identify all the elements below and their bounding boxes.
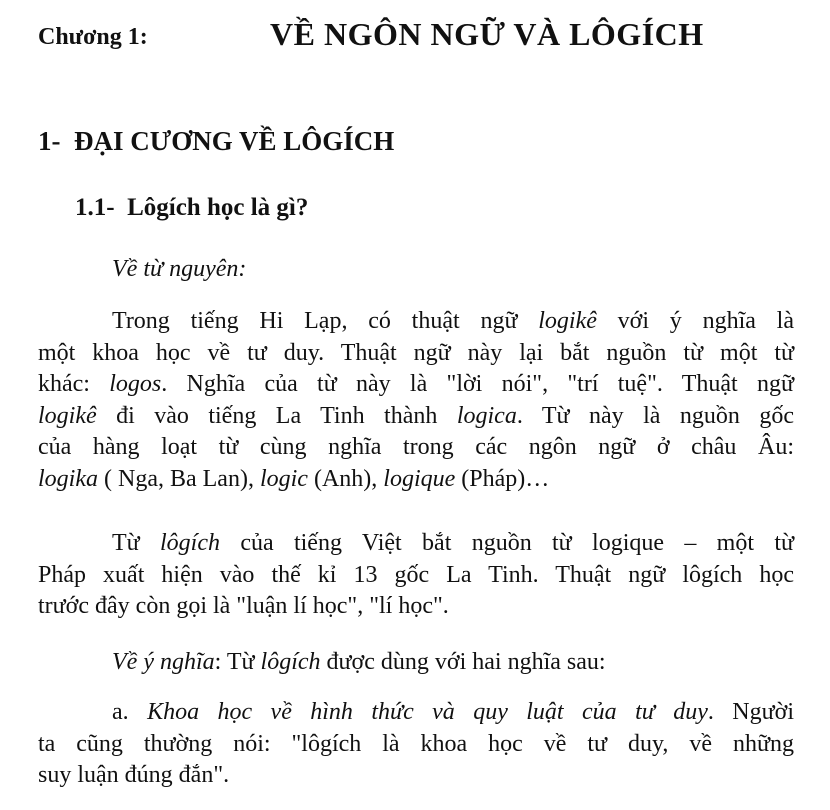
text-line: trước đây còn gọi là "luận lí học", "lí học". xyxy=(38,593,449,619)
etymology-heading: Về từ nguyên: xyxy=(112,256,247,282)
text-line: khác: logos. Nghĩa của từ này là "lời nói", "trí tuệ". Thuật ngữ xyxy=(38,371,794,397)
text-line: ta cũng thường nói: "lôgích là khoa học về tư duy, về những xyxy=(38,730,794,757)
chapter-title: VỀ NGÔN NGỮ VÀ LÔGÍCH xyxy=(270,16,704,52)
text-line: a. Khoa học về hình thức và quy luật của tư duy. Người xyxy=(112,699,794,725)
text-line: Trong tiếng Hi Lạp, có thuật ngữ logikê với ý nghĩa là xyxy=(112,308,794,334)
text-line: Từ lôgích của tiếng Việt bắt nguồn từ logique – một từ xyxy=(112,530,795,556)
paragraph-meaning-a xyxy=(38,697,794,792)
paragraph-meaning xyxy=(38,647,794,679)
text-line: logika ( Nga, Ba Lan), logic (Anh), logique (Pháp)… xyxy=(38,465,550,492)
text-line: một khoa học về tư duy. Thuật ngữ này lại bắt nguồn từ một từ xyxy=(38,339,794,366)
subsection-heading: 1.1- Lôgích học là gì? xyxy=(75,194,309,221)
paragraph-vietnamese-origin xyxy=(38,528,794,623)
text-line: Về ý nghĩa: Từ lôgích được dùng với hai nghĩa sau: xyxy=(112,649,606,675)
chapter-label: Chương 1: xyxy=(38,24,148,50)
text-line: Pháp xuất hiện vào thế kỉ 13 gốc La Tinh. Thuật ngữ lôgích học xyxy=(38,561,794,588)
chapter-heading xyxy=(38,14,818,54)
text-line: logikê đi vào tiếng La Tinh thành logica. Từ này là nguồn gốc xyxy=(38,402,794,429)
text-line: của hàng loạt từ cùng nghĩa trong các ngôn ngữ ở châu Âu: xyxy=(38,434,794,460)
paragraph-etymology xyxy=(38,306,794,495)
section-heading: 1- ĐẠI CƯƠNG VỀ LÔGÍCH xyxy=(38,126,395,156)
text-line: suy luận đúng đắn". xyxy=(38,762,230,788)
